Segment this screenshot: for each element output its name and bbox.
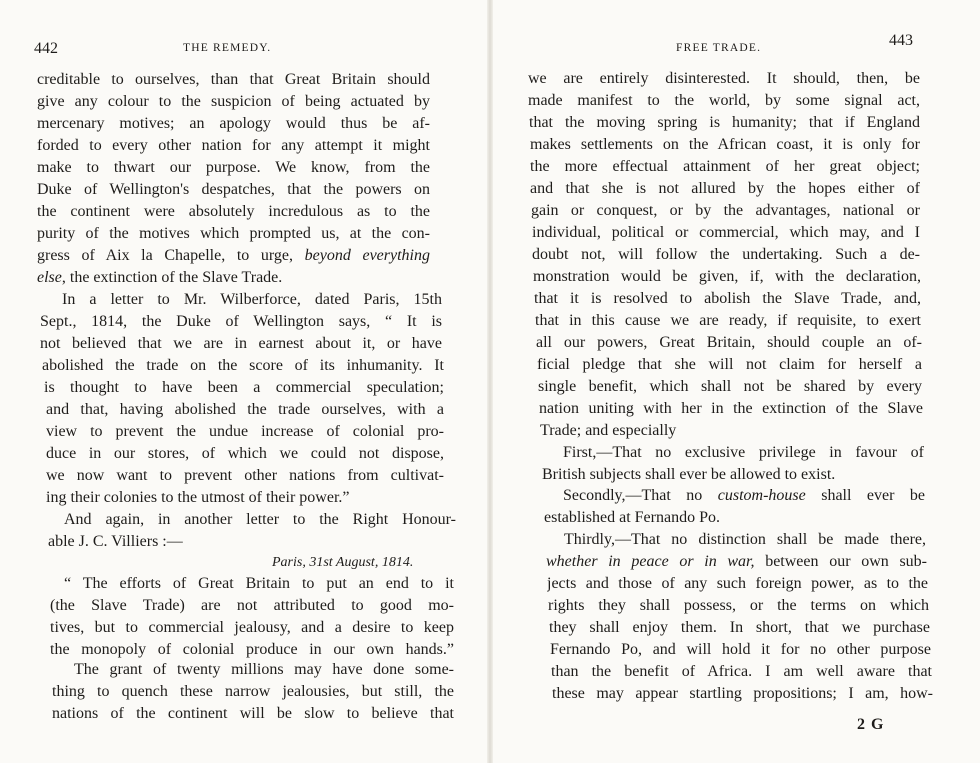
left-body-line: is thought to have been a commercial speculation;: [44, 379, 444, 396]
left-body-line: Paris, 31st August, 1814.: [272, 555, 414, 570]
left-body-line: forded to every other nation for any attempt it might: [37, 137, 430, 154]
right-body-line: made manifest to the world, by some signal act,: [528, 92, 920, 109]
left-page-number: 442: [34, 40, 58, 57]
right-body-line: that the moving spring is humanity; that if England: [529, 114, 920, 131]
right-running-head: FREE TRADE.: [676, 42, 762, 54]
right-body-line: gain or conquest, or by the advantages, national or: [531, 202, 920, 219]
left-body-line: In a letter to Mr. Wilberforce, dated Paris, 15th: [62, 291, 442, 308]
right-body-line: nation uniting with her in the extinction of the Slave: [539, 400, 923, 417]
left-body-line: tives, but to commercial jealousy, and a desire to keep: [50, 619, 454, 636]
right-body-line: than the benefit of Africa. I am well aware that: [551, 663, 932, 680]
right-page-number: 443: [889, 32, 913, 49]
left-body-line: make to thwart our purpose. We know, from the: [37, 159, 430, 176]
right-body-line: Thirdly,—That no distinction shall be made there,: [564, 531, 926, 548]
left-body-line: and that, having abolished the trade ourselves, with a: [46, 401, 444, 418]
left-body-line: else, the extinction of the Slave Trade.: [37, 269, 283, 286]
right-body-line: ficial pledge that she will not claim for herself a: [537, 356, 922, 373]
left-body-line: we now want to prevent other nations from cultivat-: [46, 467, 444, 484]
right-body-line: the more effectual attainment of her great object;: [530, 158, 920, 175]
left-body-line: give any colour to the suspicion of being actuated by: [37, 93, 430, 110]
right-body-line: makes settlements on the African coast, it is only for: [530, 136, 920, 153]
left-body-line: nations of the continent will be slow to believe that: [52, 705, 454, 722]
left-body-line: duce in our stores, of which we could not dispose,: [46, 445, 444, 462]
left-body-line: the monopoly of colonial produce in our own hands.”: [50, 641, 454, 658]
right-body-line: doubt not, will follow the undertaking. Such a de-: [532, 246, 920, 263]
right-body-line: we are entirely disinterested. It should, then, be: [528, 70, 920, 87]
left-body-line: (the Slave Trade) are not attributed to good mo-: [50, 597, 454, 614]
right-body-line: established at Fernando Po.: [544, 509, 720, 526]
left-body-line: gress of Aix la Chapelle, to urge, beyond everything: [37, 247, 430, 264]
right-page: [490, 0, 980, 763]
right-body-line: that it is resolved to abolish the Slave Trade, and,: [534, 290, 921, 307]
left-body-line: not believed that we are in earnest about it, or have: [40, 335, 442, 352]
left-body-line: able J. C. Villiers :—: [48, 533, 183, 550]
left-body-line: Sept., 1814, the Duke of Wellington says, “ It is: [40, 313, 442, 330]
right-body-line: jects and those of any such foreign power, as to the: [547, 575, 928, 592]
right-body-line: Secondly,—That no custom-house shall ever be: [563, 487, 925, 504]
left-body-line: purity of the motives which prompted us, at the con-: [37, 225, 430, 242]
right-body-line: these may appear startling propositions; I am, how-: [552, 685, 933, 702]
left-body-line: mercenary motives; an apology would thus be af-: [37, 115, 430, 132]
right-body-line: individual, political or commercial, which may, and I: [532, 224, 920, 241]
right-body-line: and that she is not allured by the hopes either of: [530, 180, 920, 197]
left-body-line: ing their colonies to the utmost of their power.”: [46, 489, 350, 506]
right-body-line: Trade; and especially: [540, 422, 677, 439]
left-body-line: “ The efforts of Great Britain to put an end to it: [64, 575, 454, 592]
right-body-line: that in this cause we are ready, if requisite, to exert: [535, 312, 921, 329]
left-body-line: abolished the trade on the score of its inhumanity. It: [42, 357, 444, 374]
left-body-line: thing to quench these narrow jealousies, but still, the: [52, 683, 454, 700]
left-body-line: view to prevent the undue increase of colonial pro-: [46, 423, 444, 440]
signature-mark: 2 G: [857, 716, 885, 733]
right-body-line: all our powers, Great Britain, should couple an of-: [536, 334, 922, 351]
left-body-line: creditable to ourselves, than that Great Britain should: [37, 71, 430, 88]
left-body-line: The grant of twenty millions may have done some-: [74, 661, 454, 678]
right-body-line: single benefit, which shall not be shared by every: [538, 378, 922, 395]
right-body-line: whether in peace or in war, between our own sub-: [546, 553, 927, 570]
right-body-line: rights they shall possess, or the terms on which: [548, 597, 929, 614]
right-body-line: First,—That no exclusive privilege in favour of: [563, 444, 924, 461]
right-body-line: they shall enjoy them. In short, that we purchase: [549, 619, 930, 636]
right-body-line: Fernando Po, and will hold it for no other purpose: [550, 641, 931, 658]
left-body-line: Duke of Wellington's despatches, that the powers on: [37, 181, 430, 198]
left-body-line: And again, in another letter to the Right Honour-: [64, 511, 456, 528]
right-body-line: British subjects shall ever be allowed to exist.: [542, 466, 836, 483]
left-body-line: the continent were absolutely incredulous as to the: [37, 203, 430, 220]
left-running-head: THE REMEDY.: [183, 42, 272, 54]
right-body-line: monstration would be given, if, with the declaration,: [533, 268, 921, 285]
